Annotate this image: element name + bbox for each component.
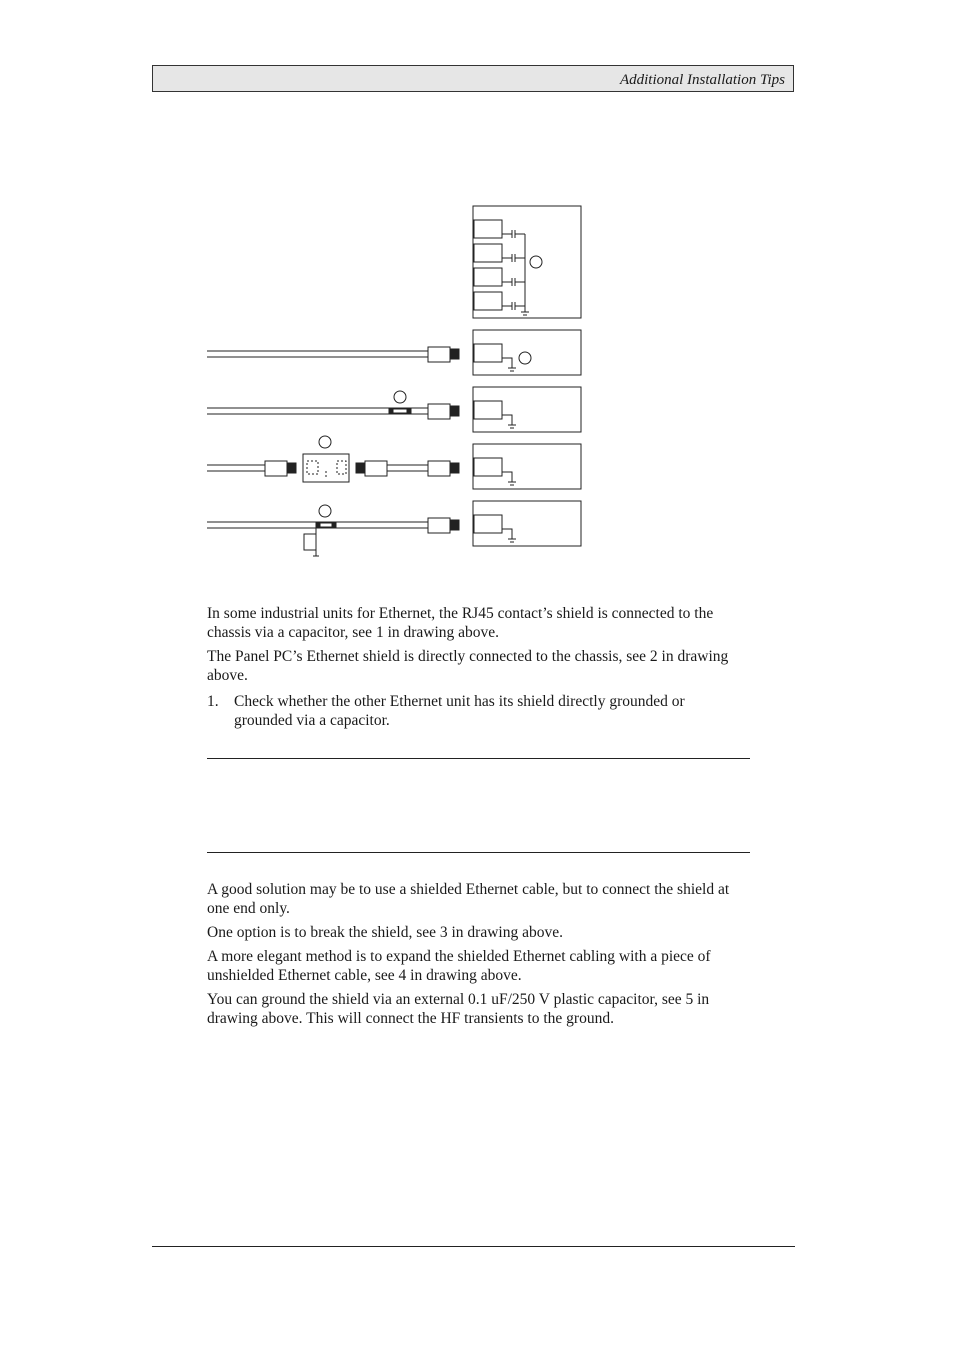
rj45-port (474, 268, 502, 286)
rj45-plug-tip (451, 349, 459, 359)
callout-5-circle (319, 505, 331, 517)
callout-2-circle (519, 352, 531, 364)
rj45-plug-tip (451, 520, 459, 530)
rj45-port (474, 344, 502, 362)
shielded-cable (207, 465, 265, 471)
coupler-inner (307, 461, 346, 478)
unshielded-cable (387, 465, 428, 471)
callout-1-circle (530, 256, 542, 268)
rj45-plug-tip (451, 463, 459, 473)
shield-break-gap (393, 409, 407, 413)
paragraph-unshielded-piece: A more elegant method is to expand the shielded Ethernet cabling with a piece of unshielded Ethernet cable, see 4 in drawing above. (207, 948, 711, 984)
divider (207, 758, 750, 759)
ground-link (502, 415, 516, 428)
ground-link (502, 472, 516, 485)
rj45-port (474, 515, 502, 533)
rj45-port (474, 244, 502, 262)
divider (207, 852, 750, 853)
rj45-plug-tip (451, 406, 459, 416)
unit-box (473, 444, 581, 489)
callout-3-circle (394, 391, 406, 403)
ethernet-grounding-diagram (0, 0, 954, 600)
ground-link (502, 529, 516, 542)
rj45-plug (428, 461, 450, 476)
paragraph-capacitor-shield: In some industrial units for Ethernet, the RJ45 contact’s shield is connected to the chassis via a capacitor, see 1 in drawing above. (207, 605, 714, 641)
paragraph-shield-one-end: A good solution may be to use a shielded Ethernet cable, but to connect the shield at one end only. (207, 881, 730, 917)
step-text: Check whether the other Ethernet unit has its shield directly grounded or grounded via a capacitor. (234, 693, 685, 729)
paragraph-panel-pc-shield: The Panel PC’s Ethernet shield is directly connected to the chassis, see 2 in drawing above. (207, 648, 729, 684)
shield-clamp-gap (320, 523, 332, 527)
capacitor-link (502, 230, 525, 238)
rj45-plug-tip (356, 463, 364, 473)
rj45-plug (265, 461, 287, 476)
rj45-port (474, 292, 502, 310)
capacitor-ground (313, 550, 319, 556)
unit-box (473, 501, 581, 546)
rj45-plug-tip (288, 463, 296, 473)
shielded-cable (207, 351, 428, 357)
footer-divider (152, 1246, 795, 1247)
external-capacitor (304, 534, 316, 550)
callout-4-circle (319, 436, 331, 448)
capacitor-link (502, 302, 525, 310)
rj45-plug (428, 518, 450, 533)
rj45-plug (428, 404, 450, 419)
capacitor-link (502, 278, 525, 286)
rj45-port (474, 401, 502, 419)
coupler-box (303, 454, 349, 482)
ground-link (502, 358, 516, 371)
step-number: 1. (207, 693, 219, 710)
unit-box (473, 387, 581, 432)
rj45-port (474, 220, 502, 238)
rj45-port (474, 458, 502, 476)
header-title: Additional Installation Tips (619, 72, 785, 88)
capacitor-link (502, 254, 525, 262)
paragraph-external-capacitor: You can ground the shield via an external 0.1 uF/250 V plastic capacitor, see 5 in drawing above. This will connect the HF transients to the ground. (207, 991, 710, 1027)
rj45-plug (428, 347, 450, 362)
rj45-plug (365, 461, 387, 476)
paragraph-break-shield: One option is to break the shield, see 3 in drawing above. (207, 924, 563, 941)
ground-bus (521, 234, 529, 315)
